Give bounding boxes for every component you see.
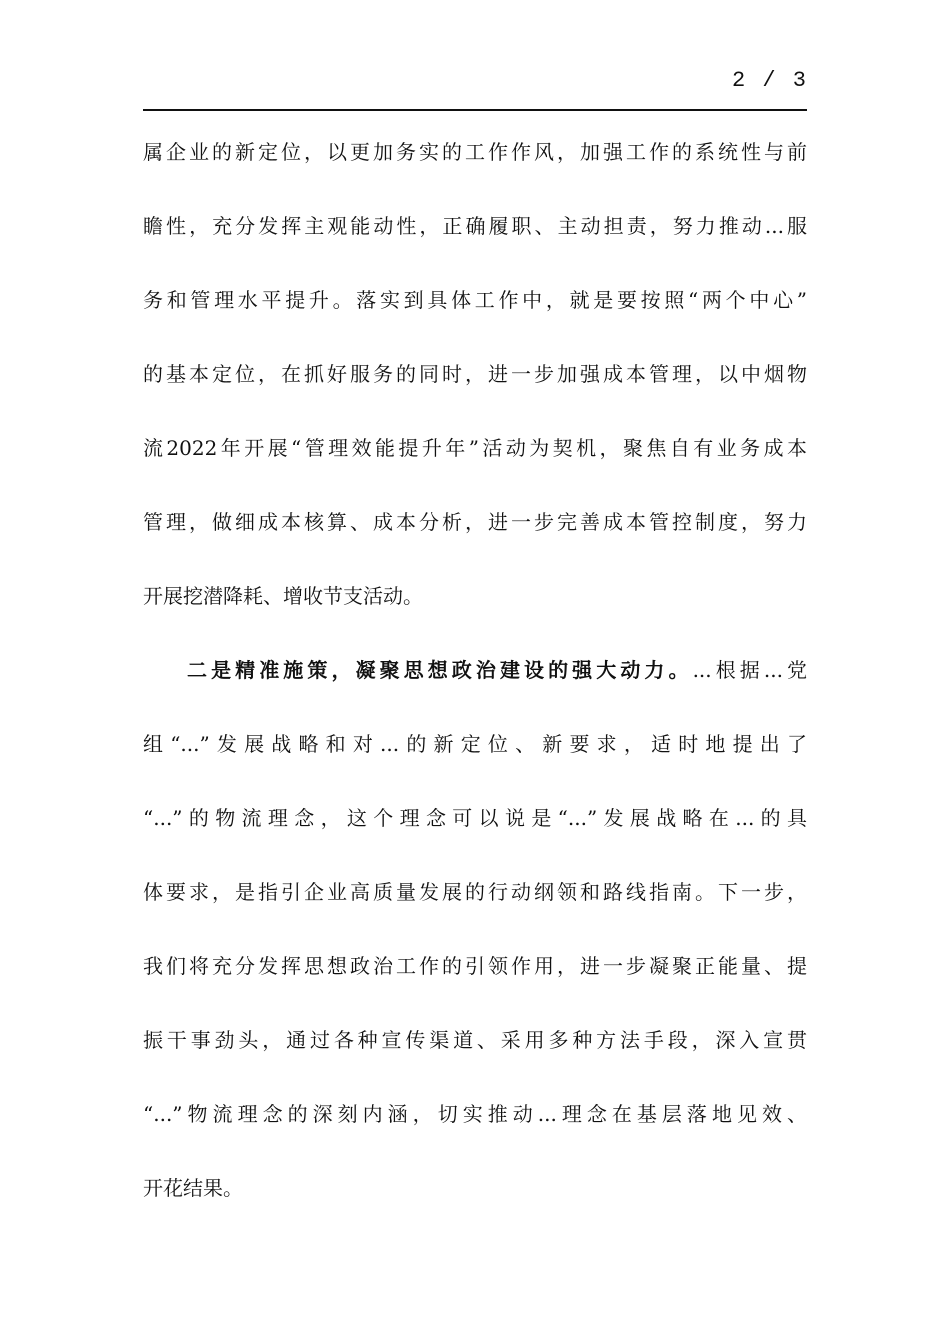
text-line: 体要求，是指引企业高质量发展的行动纲领和路线指南。下一步， bbox=[143, 880, 807, 904]
text-line: 流2022年开展“管理效能提升年”活动为契机，聚焦自有业务成本 bbox=[143, 436, 807, 460]
paragraph-heading: 二是精准施策，凝聚思想政治建设的强大动力。 bbox=[187, 658, 693, 682]
text-line: 开展挖潜降耗、增收节支活动。 bbox=[143, 584, 423, 608]
text-line bbox=[143, 648, 807, 722]
text-line: 管理，做细成本核算、成本分析，进一步完善成本管控制度，努力 bbox=[143, 510, 807, 534]
text-line: 属企业的新定位，以更加务实的工作作风，加强工作的系统性与前 bbox=[143, 140, 807, 164]
paragraph-1 bbox=[143, 130, 807, 648]
header-rule bbox=[143, 109, 807, 111]
text-line: 振干事劲头，通过各种宣传渠道、采用多种方法手段，深入宣贯 bbox=[143, 1028, 807, 1052]
text-line: 我们将充分发挥思想政治工作的引领作用，进一步凝聚正能量、提 bbox=[143, 954, 807, 978]
text-line: 务和管理水平提升。落实到具体工作中，就是要按照“两个中心” bbox=[143, 288, 807, 312]
text-line: 瞻性，充分发挥主观能动性，正确履职、主动担责，努力推动...服 bbox=[143, 214, 807, 238]
text-line: “...”物流理念的深刻内涵，切实推动...理念在基层落地见效、 bbox=[143, 1102, 807, 1126]
text-line: 的基本定位，在抓好服务的同时，进一步加强成本管理，以中烟物 bbox=[143, 362, 807, 386]
paragraph-2 bbox=[143, 648, 807, 1240]
page-number: 2 / 3 bbox=[731, 68, 808, 93]
text-line: 组“...”发展战略和对...的新定位、新要求，适时地提出了 bbox=[143, 732, 807, 756]
text-line: 开花结果。 bbox=[143, 1176, 243, 1200]
document-body bbox=[143, 130, 807, 1240]
heading-continuation: ...根据...党 bbox=[692, 658, 807, 682]
text-line: “...”的物流理念，这个理念可以说是“...”发展战略在...的具 bbox=[143, 806, 807, 830]
